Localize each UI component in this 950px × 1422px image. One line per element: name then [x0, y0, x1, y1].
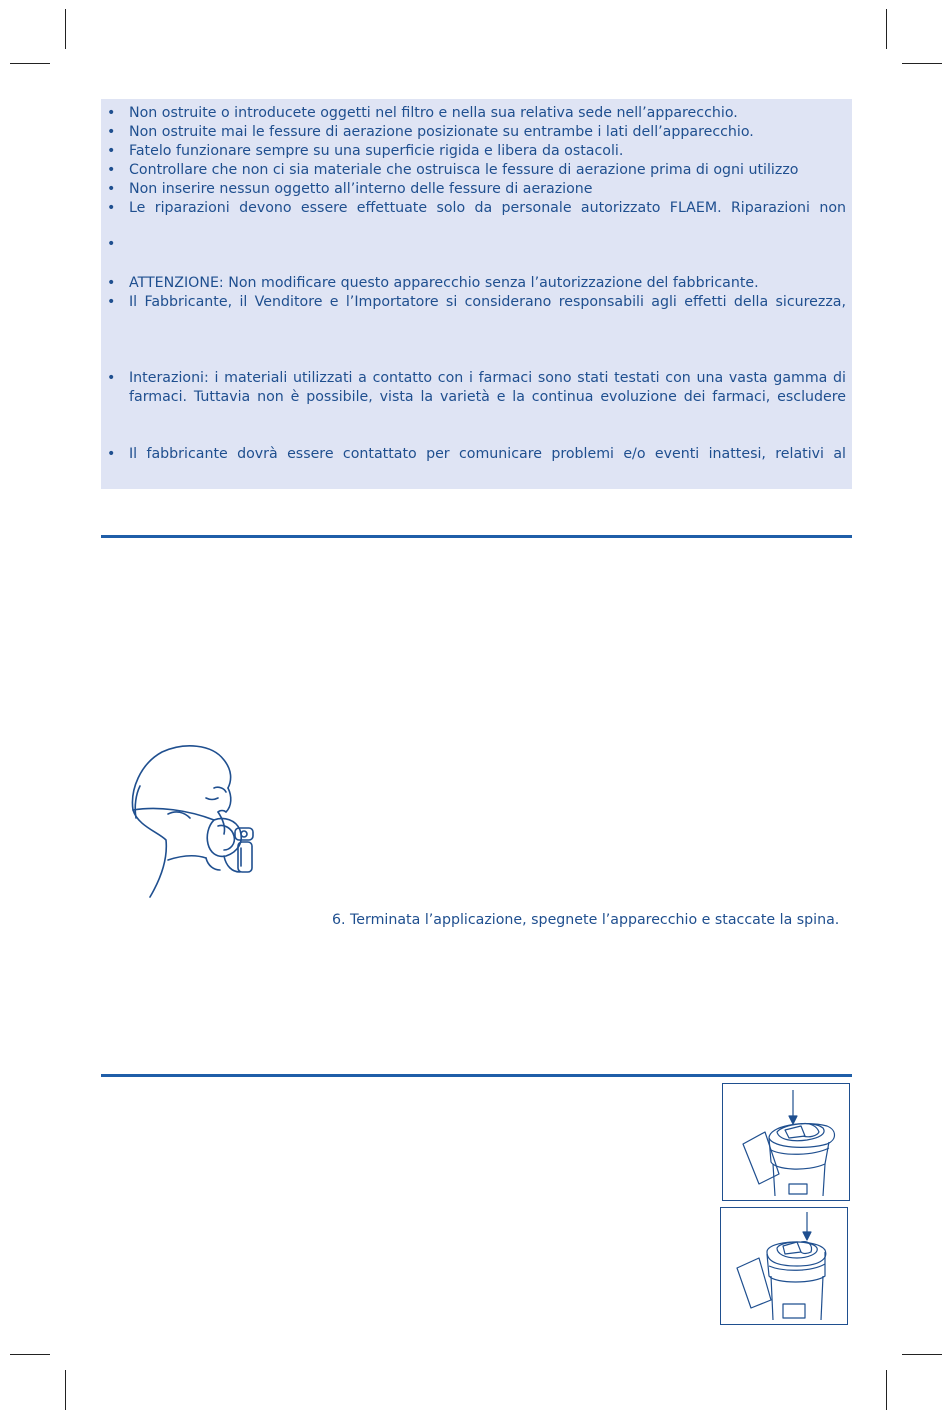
step-6-text: 6. Terminata l’applicazione, spegnete l’apparecchio e staccate la spina.: [332, 912, 840, 928]
section-divider: [101, 1074, 852, 1077]
crop-mark: [65, 9, 66, 49]
crop-mark: [902, 1354, 942, 1355]
nebulizer-figure-1: [722, 1083, 850, 1201]
crop-mark: [902, 63, 942, 64]
crop-mark: [10, 63, 50, 64]
crop-mark: [886, 9, 887, 49]
nebulizer-figure-2: [720, 1207, 848, 1325]
nebulizer-cap-icon: [723, 1084, 849, 1200]
mask-illustration: [128, 740, 273, 898]
crop-mark: [886, 1370, 887, 1410]
section-divider: [101, 535, 852, 538]
warnings-box: • Non ostruite o introducete oggetti nel filtro e nella sua relativa sede nell’apparecchio. • Non ostruite mai le fessure di aerazione posizionate su entrambe i lati dell’apparecchio. • Fatelo funzionare sempre su una superficie rigida e libera da ostacoli. • Controllare che non ci sia materiale che ostruisca le fessure di aerazione prima di ogni utilizzo • Non inserire nessun oggetto all’interno delle fessure di aerazione • Le riparazioni devono essere effettuate solo da personale autorizzato FLAEM. Riparazioni non • • ATTENZIONE: Non modificare questo apparecchio senza l’autorizzazione del fabbricante. • Il Fabbricante, il Venditore e l’Importatore si considerano responsabili agli effetti della sicurezza, • Interazioni: i materiali utilizzati a contatto con i farmaci sono stati testati con una vasta gamma di farmaci. Tuttavia non è possibile, vista la varietà e la continua evoluzione dei farmaci, escludere • Il fabbricante dovrà essere contattato per comunicare problemi e/o eventi inattesi, relativi al: [101, 99, 852, 489]
crop-mark: [10, 1354, 50, 1355]
nebulizer-open-icon: [721, 1208, 847, 1324]
crop-mark: [65, 1370, 66, 1410]
